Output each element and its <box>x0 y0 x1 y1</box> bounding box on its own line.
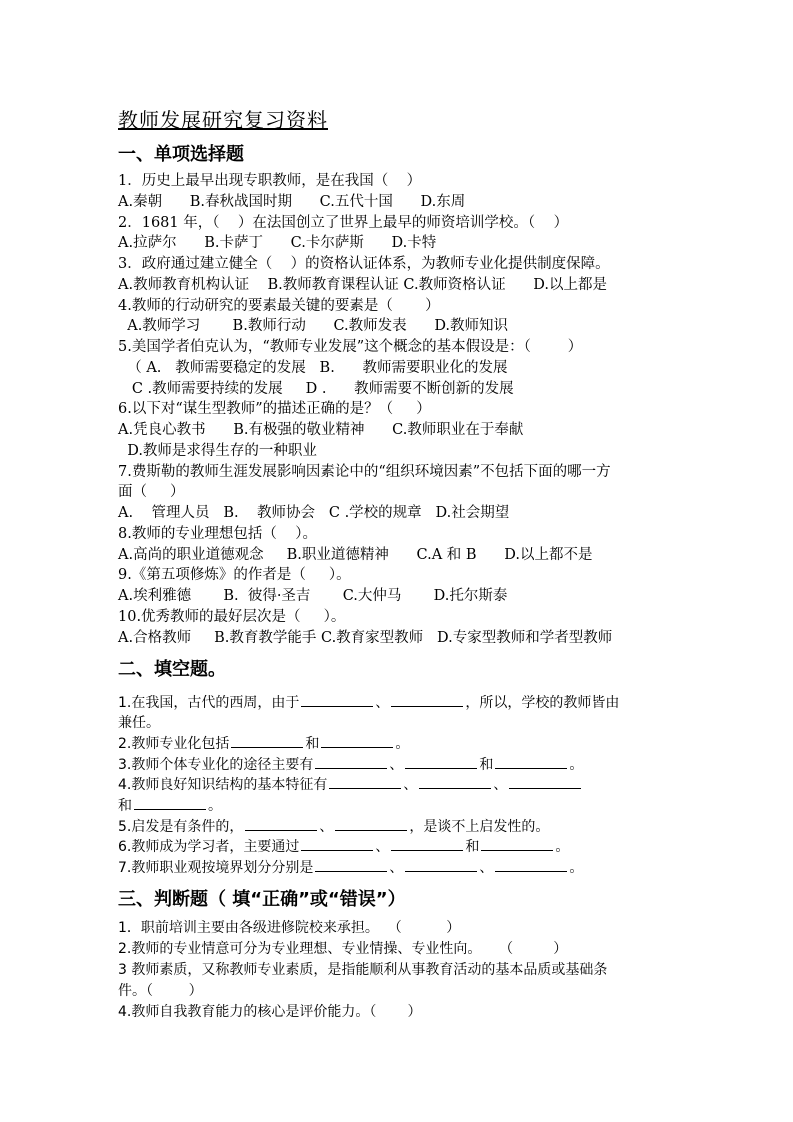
choice-line: 6.以下对“谋生型教师”的描述正确的是？（ ） <box>118 401 431 418</box>
judge-line: 2.教师的专业情意可分为专业理想、专业情操、专业性向。 （ ） <box>118 941 568 957</box>
choice-line: A.教师教育机构认证 B.教师教育课程认证 C.教师资格认证 D.以上都是 <box>118 276 607 293</box>
fill-blank[interactable] <box>335 816 407 831</box>
choice-line: A.秦朝 B.春秋战国时期 C.五代十国 D.东周 <box>118 193 466 210</box>
fill-blank[interactable] <box>405 754 477 769</box>
fill-line <box>118 857 583 877</box>
judge-line: 件。（ ） <box>118 983 203 999</box>
fill-text: ，是谈不上启发性的。 <box>409 818 550 835</box>
fill-text: 、 <box>389 756 404 773</box>
fill-line <box>118 836 569 856</box>
fill-blank[interactable] <box>329 774 401 789</box>
fill-blank[interactable] <box>495 754 567 769</box>
fill-text: 1.在我国，古代的西周，由于 <box>118 695 300 711</box>
fill-text: 7.教师职业观按境界划分分别是 <box>118 859 314 876</box>
fill-blank[interactable] <box>301 692 373 707</box>
choice-line: A.凭良心教书 B.有极强的敬业精神 C.教师职业在于奉献 <box>118 422 524 438</box>
choice-line: 3．政府通过建立健全（ ）的资格认证体系，为教师专业化提供制度保障。 <box>118 256 610 272</box>
document-title: 教师发展研究复习资料 <box>118 108 328 132</box>
fill-text: 。 <box>569 756 584 773</box>
choice-line: A.合格教师 B.教育教学能手 C.教育家型教师 D.专家型教师和学者型教师 <box>118 629 613 646</box>
fill-text: 2.教师专业化包括 <box>118 736 230 753</box>
fill-text: 、 <box>375 695 390 711</box>
fill-text: 。 <box>555 839 570 856</box>
fill-line <box>118 795 222 815</box>
fill-text: 4.教师良好知识结构的基本特征有 <box>118 777 328 794</box>
fill-text: 和 <box>465 839 480 856</box>
choice-line: A.教师学习 B.教师行动 C.教师发表 D.教师知识 <box>118 318 509 335</box>
fill-text: 、 <box>403 777 418 794</box>
choice-line: 7.费斯勒的教师生涯发展影响因素论中的“组织环境因素”不包括下面的哪一方 <box>118 463 611 480</box>
fill-line <box>118 816 549 836</box>
fill-text: 、 <box>493 777 508 794</box>
fill-text: 、 <box>479 859 494 876</box>
choice-line: A.高尚的职业道德观念 B.职业道德精神 C.A 和 B D.以上都不是 <box>118 546 593 563</box>
fill-line <box>118 692 619 712</box>
section-heading-judge: 三、判断题（ 填“正确”或“错误”） <box>118 889 406 910</box>
fill-text: 6.教师成为学习者，主要通过 <box>118 839 300 856</box>
fill-text: 、 <box>375 839 390 856</box>
fill-text: ，所以，学校的教师皆由 <box>465 695 620 711</box>
choice-line: A.埃利雅德 B. 彼得·圣吉 C.大仲马 D.托尔斯泰 <box>118 588 508 604</box>
choice-line: C .教师需要持续的发展 D . 教师需要不断创新的发展 <box>118 380 514 397</box>
fill-blank[interactable] <box>315 857 387 872</box>
fill-text: 。 <box>208 798 222 814</box>
fill-text: 。 <box>569 859 584 876</box>
fill-text: 、 <box>319 818 334 835</box>
fill-blank[interactable] <box>481 836 553 851</box>
choice-line: 8.教师的专业理想包括（ ）。 <box>118 525 318 542</box>
fill-text: 和 <box>305 736 320 753</box>
fill-blank[interactable] <box>495 857 567 872</box>
fill-blank[interactable] <box>134 795 206 810</box>
fill-blank[interactable] <box>301 836 373 851</box>
judge-line: 4.教师自我教育能力的核心是评价能力。（ ） <box>118 1004 422 1020</box>
choice-line: D.教师是求得生存的一种职业 <box>118 442 317 459</box>
fill-line <box>118 774 583 794</box>
choice-line: 2．1681 年，（ ）在法国创立了世界上最早的师资培训学校。（ ） <box>118 214 569 231</box>
judge-line: 3 教师素质，又称教师专业素质，是指能顺利从事教育活动的基本品质或基础条 <box>118 962 608 978</box>
fill-text: 5.启发是有条件的， <box>118 818 244 835</box>
fill-blank[interactable] <box>321 733 393 748</box>
fill-text: 。 <box>395 736 410 753</box>
choice-line: 1．历史上最早出现专职教师，是在我国（ ） <box>118 173 422 189</box>
fill-text: 3.教师个体专业化的途径主要有 <box>118 756 314 773</box>
choice-line: 10.优秀教师的最好层次是（ ）。 <box>118 608 346 625</box>
fill-blank[interactable] <box>231 733 303 748</box>
section-heading-choice: 一、单项选择题 <box>118 144 244 165</box>
fill-blank[interactable] <box>419 774 491 789</box>
choice-line: A.拉萨尔 B.卡萨丁 C.卡尔萨斯 D.卡特 <box>118 235 437 252</box>
choice-line: A. 管理人员 B. 教师协会 C .学校的规章 D.社会期望 <box>118 505 510 521</box>
fill-text: 和 <box>118 798 132 814</box>
fill-blank[interactable] <box>405 857 477 872</box>
section-heading-fill: 二、填空题。 <box>118 659 226 680</box>
fill-text: 、 <box>389 859 404 876</box>
choice-line: 5.美国学者伯克认为，“教师专业发展”这个概念的基本假设是：（ ） <box>118 339 583 355</box>
judge-line: 1．职前培训主要由各级进修院校来承担。 （ ） <box>118 920 461 936</box>
choice-line: 面（ ） <box>118 484 185 501</box>
fill-blank[interactable] <box>245 816 317 831</box>
fill-blank[interactable] <box>315 754 387 769</box>
fill-line <box>118 713 160 733</box>
fill-blank[interactable] <box>391 836 463 851</box>
choice-line: 4.教师的行动研究的要素最关键的要素是（ ） <box>118 297 440 314</box>
fill-line <box>118 733 409 753</box>
fill-text: 和 <box>479 756 494 773</box>
fill-blank[interactable] <box>391 692 463 707</box>
choice-line: 9.《第五项修炼》的作者是（ ）。 <box>118 567 351 584</box>
fill-blank[interactable] <box>509 774 581 789</box>
fill-text: 兼任。 <box>118 714 160 731</box>
choice-line: （ A. 教师需要稳定的发展 B. 教师需要职业化的发展 <box>118 359 508 376</box>
fill-line <box>118 754 583 774</box>
